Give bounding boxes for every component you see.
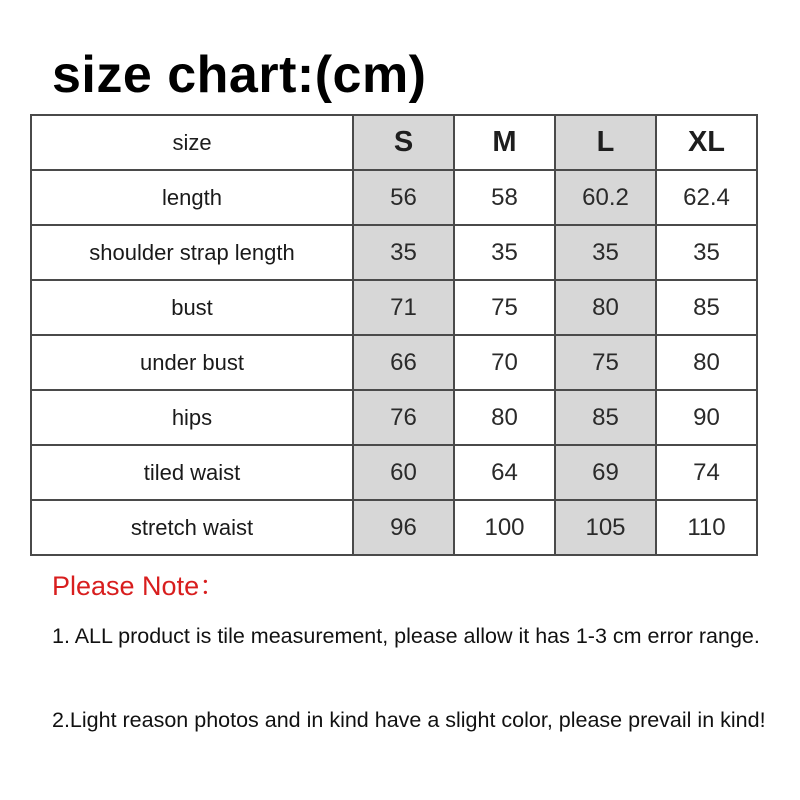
cell-m: 100 bbox=[454, 500, 555, 555]
table-row bbox=[31, 280, 757, 335]
cell-s: 56 bbox=[353, 170, 454, 225]
header-size-m: M bbox=[454, 115, 555, 170]
cell-s: 71 bbox=[353, 280, 454, 335]
cell-xl: 62.4 bbox=[656, 170, 757, 225]
cell-s: 35 bbox=[353, 225, 454, 280]
cell-l: 60.2 bbox=[555, 170, 656, 225]
cell-s: 66 bbox=[353, 335, 454, 390]
cell-m: 70 bbox=[454, 335, 555, 390]
note-item-1: 1. ALL product is tile measurement, please allow it has 1-3 cm error range. bbox=[52, 624, 760, 648]
row-label: length bbox=[31, 170, 353, 225]
cell-l: 85 bbox=[555, 390, 656, 445]
header-size-s: S bbox=[353, 115, 454, 170]
cell-m: 64 bbox=[454, 445, 555, 500]
cell-s: 76 bbox=[353, 390, 454, 445]
row-label: tiled waist bbox=[31, 445, 353, 500]
header-size-l: L bbox=[555, 115, 656, 170]
row-label: bust bbox=[31, 280, 353, 335]
page-title: size chart:(cm) bbox=[52, 46, 427, 104]
cell-xl: 80 bbox=[656, 335, 757, 390]
table-row bbox=[31, 335, 757, 390]
table-row bbox=[31, 170, 757, 225]
header-label-size: size bbox=[31, 115, 353, 170]
cell-m: 80 bbox=[454, 390, 555, 445]
cell-s: 60 bbox=[353, 445, 454, 500]
cell-m: 35 bbox=[454, 225, 555, 280]
table-row bbox=[31, 390, 757, 445]
row-label: under bust bbox=[31, 335, 353, 390]
cell-l: 75 bbox=[555, 335, 656, 390]
table-header-row bbox=[31, 115, 757, 170]
note-heading: Please Note： bbox=[52, 571, 227, 601]
header-size-xl: XL bbox=[656, 115, 757, 170]
cell-m: 75 bbox=[454, 280, 555, 335]
table-row bbox=[31, 500, 757, 555]
cell-l: 80 bbox=[555, 280, 656, 335]
row-label: stretch waist bbox=[31, 500, 353, 555]
size-chart-table bbox=[30, 114, 758, 556]
row-label: hips bbox=[31, 390, 353, 445]
cell-l: 69 bbox=[555, 445, 656, 500]
cell-l: 105 bbox=[555, 500, 656, 555]
cell-l: 35 bbox=[555, 225, 656, 280]
row-label: shoulder strap length bbox=[31, 225, 353, 280]
cell-s: 96 bbox=[353, 500, 454, 555]
cell-xl: 110 bbox=[656, 500, 757, 555]
cell-m: 58 bbox=[454, 170, 555, 225]
cell-xl: 35 bbox=[656, 225, 757, 280]
cell-xl: 90 bbox=[656, 390, 757, 445]
table-row bbox=[31, 225, 757, 280]
cell-xl: 85 bbox=[656, 280, 757, 335]
table-row bbox=[31, 445, 757, 500]
cell-xl: 74 bbox=[656, 445, 757, 500]
note-item-2: 2.Light reason photos and in kind have a slight color, please prevail in kind! bbox=[52, 708, 766, 732]
